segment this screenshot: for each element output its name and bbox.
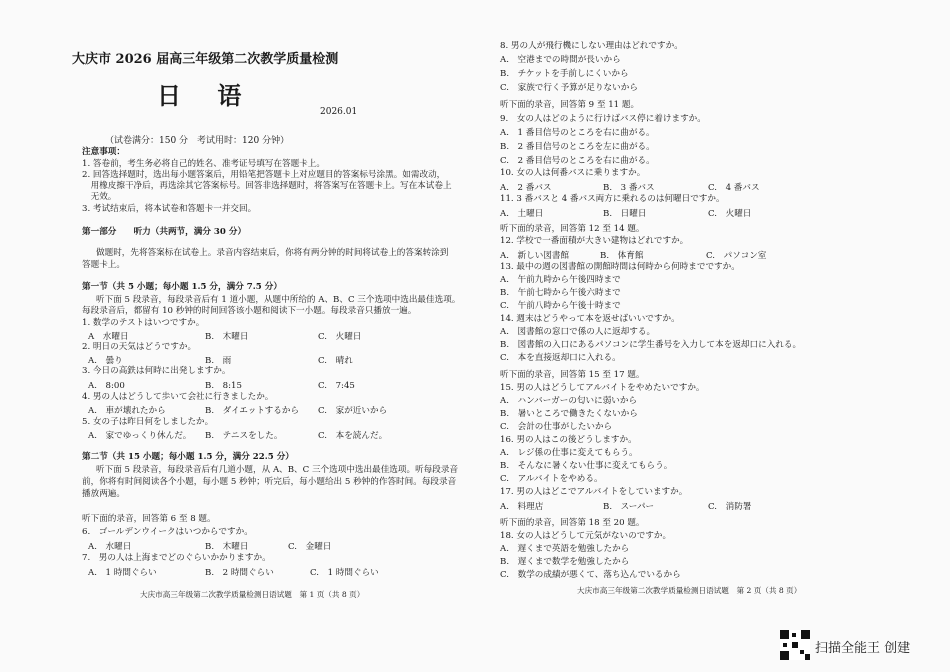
page-footer: 大庆市高三年级第二次教学质量检测日语试题 第 1 页（共 8 页） (140, 590, 365, 599)
option-c: C. 本を読んだ。 (318, 431, 388, 441)
option-c: C. 1 時間ぐらい (310, 568, 379, 578)
option-b: B. 午前七時から午後六時まで (500, 288, 621, 298)
listen-instruction: 听下面的录音，回答第 15 至 17 题。 (500, 370, 645, 380)
option-b: B. ダイエットするから (205, 406, 300, 416)
note-line: 用橡皮擦干净后，再选涂其它答案标号。回答非选择题时，将答案写在答题卡上。写在本试卷上 (82, 181, 452, 191)
listen-instruction: 听下面的录音，回答第 6 至 8 题。 (82, 514, 216, 524)
option-b: B. 日曜日 (603, 209, 647, 219)
option-c: C. パソコン室 (706, 251, 767, 261)
subject-title: 日 语 (157, 81, 256, 110)
part1-heading: 第一部分 听力（共两节，满分 30 分） (82, 227, 247, 237)
option-b: B. チケットを手前しにくいから (500, 69, 629, 79)
listen-instruction: 听下面的录音，回答第 12 至 14 題。 (500, 224, 645, 234)
option-a: A. 家でゆっくり休んだ。 (88, 431, 192, 441)
question-stem: 16. 男の人はこの後どうしますか。 (500, 435, 637, 445)
option-b: B. 2 番目信号のところを左に曲がる。 (500, 142, 655, 152)
option-b: B. 雨 (205, 356, 232, 366)
part1-intro: 做题时，先将答案标在试卷上。录音内容结束后，你将有两分钟的时间将试卷上的答案转涂到 (96, 248, 449, 258)
option-c: C. 会計の仕事がしたいから (500, 422, 613, 432)
question-stem: 10. 女の人は何番バスに乗りますか。 (500, 168, 646, 178)
option-b: B. 体育館 (600, 251, 644, 261)
section2-intro: 播放两遍。 (82, 489, 125, 499)
option-c: C. 2 番目信号のところを右に曲がる。 (500, 156, 655, 166)
option-b: B. そんなに暑くない仕事に変えてもらう。 (500, 461, 673, 471)
option-c: C. アルバイトをやめる。 (500, 474, 603, 484)
option-b: B. テニスをした。 (205, 431, 283, 441)
question-stem: 17. 男の人はどこでアルバイトをしていますか。 (500, 487, 688, 497)
question-stem: 12. 学校で一番面積が大きい建物はどれですか。 (500, 236, 689, 246)
note-line: 2. 回答选择题时，选出每小题答案后，用铅笔把答题卡上对应题目的答案标号涂黑。如需改动， (82, 170, 446, 180)
question-stem: 2. 明日の天気はどうですか。 (82, 342, 197, 352)
option-c: C. 本を直接返却口に入れる。 (500, 353, 621, 363)
option-a: A. 遅くまで英語を勉強したから (500, 544, 630, 554)
question-stem: 7. 男の人は上海までどのぐらいかかりますか。 (82, 553, 271, 563)
option-a: A. 1 番目信号のところを右に曲がる。 (500, 128, 655, 138)
scanner-brand: 扫描全能王 创建 (815, 641, 911, 656)
option-b: B. 3 番バス (603, 183, 655, 193)
exam-title: 大庆市 2026 届高三年级第二次教学质量检测 (72, 52, 339, 67)
section1-intro: 听下面 5 段录音，每段录音后有 1 道小题，从题中所给的 A、B、C 三个选项中选出最佳选项。 (96, 295, 461, 305)
exam-date: 2026.01 (320, 107, 358, 117)
option-a: A. 図書館の窓口で係の人に返却する。 (500, 327, 656, 337)
option-c: C. 数学の成績が悪くて、落ち込んでいるから (500, 570, 681, 580)
option-a: A. ハンバーガーの匂いに弱いから (500, 396, 638, 406)
note-line: 1. 答卷前，考生务必将自己的姓名、准考证号填写在答题卡上。 (82, 159, 325, 169)
option-c: C. 火曜日 (708, 209, 752, 219)
option-a: A. 空港までの時間が長いから (500, 55, 621, 65)
section1-intro: 每段录音后，都留有 10 秒钟的时间回答该小题和阅读下一小题。每段录音只播放一遍。 (82, 306, 417, 316)
section1-heading: 第一节（共 5 小题；每小题 1.5 分，满分 7.5 分） (82, 282, 282, 292)
option-b: B. 木曜日 (205, 332, 249, 342)
option-c: C. 7:45 (318, 381, 355, 391)
option-a: A. 曇り (88, 356, 123, 366)
option-a: A. レジ係の仕事に変えてもらう。 (500, 448, 638, 458)
option-a: A. 午前九時から午後四時まで (500, 275, 621, 285)
option-c: C. 火曜日 (318, 332, 362, 342)
option-c: C. 家が近いから (318, 406, 388, 416)
part1-intro: 答题卡上。 (82, 260, 125, 270)
option-a: A 水曜日 (88, 332, 129, 342)
question-stem: 13. 最中の週の図書館の開館時間は何時から何時までですか。 (500, 262, 740, 272)
question-stem: 3. 今日の高鉄は何時に出発しますか。 (82, 366, 231, 376)
note-line: 无效。 (82, 192, 117, 202)
listen-instruction: 听下面的录音，回答第 9 至 11 题。 (500, 100, 640, 110)
option-a: A. 8:00 (88, 381, 125, 391)
question-stem: 9. 女の人はどのように行けばバス停に着けますか。 (500, 114, 706, 124)
question-stem: 4. 男の人はどうして歩いて会社に行きましたか。 (82, 392, 274, 402)
option-c: C. 午前八時から午後十時まで (500, 301, 621, 311)
question-stem: 6. ゴールデンウイークはいつからですか。 (82, 527, 253, 537)
option-b: B. 木曜日 (205, 542, 249, 552)
option-a: A. 新しい図書館 (500, 251, 570, 261)
question-stem: 14. 週末はどうやって本を返せばいいですか。 (500, 314, 680, 324)
section2-intro: 前，你将有时间阅读各个小题，每小题 5 秒钟；听完后，每小题给出 5 秒钟的作答时间。每段录音 (82, 477, 457, 487)
notes-heading: 注意事项： (82, 147, 125, 157)
option-b: B. 図書館の入口にあるパソコンに学生番号を入力して本を返却口に入れる。 (500, 340, 802, 350)
option-c: C. 消防署 (708, 502, 752, 512)
option-a: A. 車が壊れたから (88, 406, 166, 416)
option-a: A. 土曜日 (500, 209, 544, 219)
option-b: B. 2 時間ぐらい (205, 568, 274, 578)
option-c: C. 金曜日 (288, 542, 332, 552)
option-a: A. 1 時間ぐらい (88, 568, 157, 578)
question-stem: 15. 男の人はどうしてアルバイトをやめたいですか。 (500, 383, 705, 393)
option-c: C. 晴れ (318, 356, 353, 366)
question-stem: 1. 数学のテストはいつですか。 (82, 318, 205, 328)
section2-intro: 听下面 5 段录音，每段录音后有几道小题，从 A、B、C 三个选项中选出最佳选项。听每段录音 (96, 465, 459, 475)
option-c: C. 家族で行く予算が足りないから (500, 83, 638, 93)
option-b: B. 8:15 (205, 381, 242, 391)
listen-instruction: 听下面的录音，回答第 18 至 20 题。 (500, 518, 645, 528)
section2-heading: 第二节（共 15 小题；每小题 1.5 分，满分 22.5 分） (82, 452, 294, 462)
question-stem: 11. 3 番バスと 4 番バス両方に乗れるのは何曜日ですか。 (500, 194, 725, 204)
question-stem: 18. 女の人はどうして元気がないのですか。 (500, 531, 672, 541)
question-stem: 5. 女の子は昨日何をしましたか。 (82, 417, 214, 427)
score-info: （试卷满分：150 分 考试用时：120 分钟） (105, 136, 290, 146)
option-b: B. 暑いところで働きたくないから (500, 409, 638, 419)
option-a: A. 料理店 (500, 502, 544, 512)
question-stem: 8. 男の人が飛行機にしない理由はどれですか。 (500, 41, 683, 51)
qr-code-icon (780, 630, 810, 660)
option-a: A. 2 番バス (500, 183, 552, 193)
option-b: B. 遅くまで数学を勉強したから (500, 557, 630, 567)
option-a: A. 水曜日 (88, 542, 132, 552)
option-b: B. スーパー (603, 502, 655, 512)
option-c: C. 4 番バス (708, 183, 760, 193)
page-footer: 大庆市高三年级第二次教学质量检测日语试题 第 2 页（共 8 页） (577, 586, 802, 595)
note-line: 3. 考试结束后，将本试卷和答题卡一并交回。 (82, 204, 257, 214)
